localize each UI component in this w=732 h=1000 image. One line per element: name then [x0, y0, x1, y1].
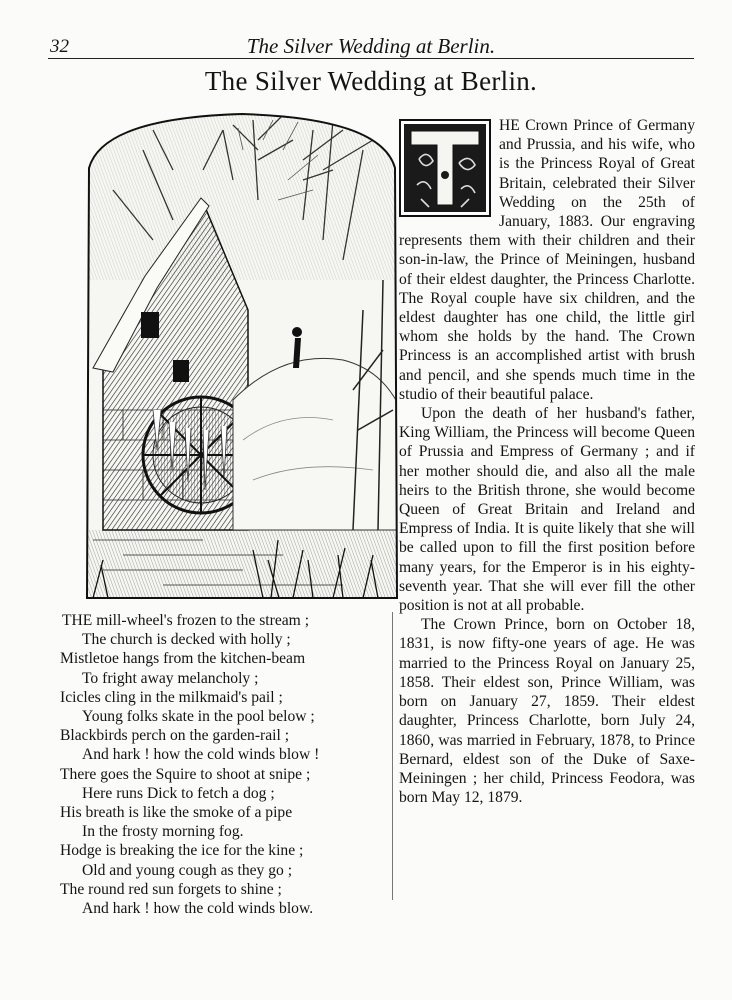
poem-line: Mistletoe hangs from the kitchen-beam [60, 650, 306, 668]
page-number: 32 [50, 36, 69, 57]
poem-line: The round red sun forgets to shine ; [60, 880, 282, 898]
mill-wheel-engraving [83, 110, 401, 602]
poem-line: In the frosty morning fog. [82, 823, 244, 841]
running-title: The Silver Wedding at Berlin. [246, 34, 496, 58]
paragraph-1-text: HE Crown Prince of Germany and Prussia, and his wife, who is the Princess Royal of Great Britain, celebrated their Silver Wedding on the 25th of January, 1883. Our engraving represents them with their children and their son-in-law, the Prince of Meiningen, husband of their eldest daughter, the Princess Charlotte. The Royal couple have six children, and the eldest daughter has one child, the little girl whom she holds by the hand. The Crown Princess is an accomplished artist with brush and pencil, and she spends much time in the studio of their beautiful palace. [399, 117, 695, 403]
poem-line: THE mill-wheel's frozen to the stream ; [62, 612, 310, 629]
poem-line: There goes the Squire to shoot at snipe ; [60, 765, 311, 783]
ornamental-dropcap-t [399, 119, 491, 217]
poem-line: And hark ! how the cold winds blow. [82, 900, 314, 918]
running-header [48, 32, 694, 59]
article-text [399, 116, 695, 807]
poem-line: Blackbirds perch on the garden-rail ; [60, 727, 290, 745]
poem-line: Old and young cough as they go ; [82, 861, 293, 879]
poem-line: His breath is like the smoke of a pipe [60, 804, 293, 822]
poem-line: To fright away melancholy ; [82, 669, 259, 687]
paragraph-3: The Crown Prince, born on October 18, 1831, is now fifty-one years of age. He was married to the Princess Royal on January 25, 1858. Their eldest son, Prince William, was born on January 27, 1859. Their eldest daughter, Princess Charlotte, born July 24, 1860, was married in February, 1878, to Prince Bernard, eldest son of the Duke of Saxe-Meiningen ; her child, Princess Feodora, was born May 12, 1879. [399, 616, 695, 807]
paragraph-2: Upon the death of her husband's father, King William, the Princess will become Queen of Prussia and Empress of Germany ; and if her mother should die, and also all the male heirs to the British throne, she would become Queen of Great Britain and Ireland and Empress of India. It is quite likely that she will be called upon to fill the first position before many years, for the Emperor is in his eighty-seventh year. That she will ever fill the other position is not at all probable. [399, 405, 695, 615]
poem [60, 611, 388, 918]
poem-line: The church is decked with holly ; [82, 631, 291, 649]
poem-line: Young folks skate in the pool below ; [82, 708, 315, 726]
poem-line: And hark ! how the cold winds blow ! [82, 746, 320, 764]
poem-line: Icicles cling in the milkmaid's pail ; [60, 688, 283, 706]
article-title: The Silver Wedding at Berlin. [204, 66, 538, 96]
poem-line: Here runs Dick to fetch a dog ; [82, 784, 275, 802]
poem-line: Hodge is breaking the ice for the kine ; [60, 842, 304, 860]
column-rule [392, 612, 393, 900]
